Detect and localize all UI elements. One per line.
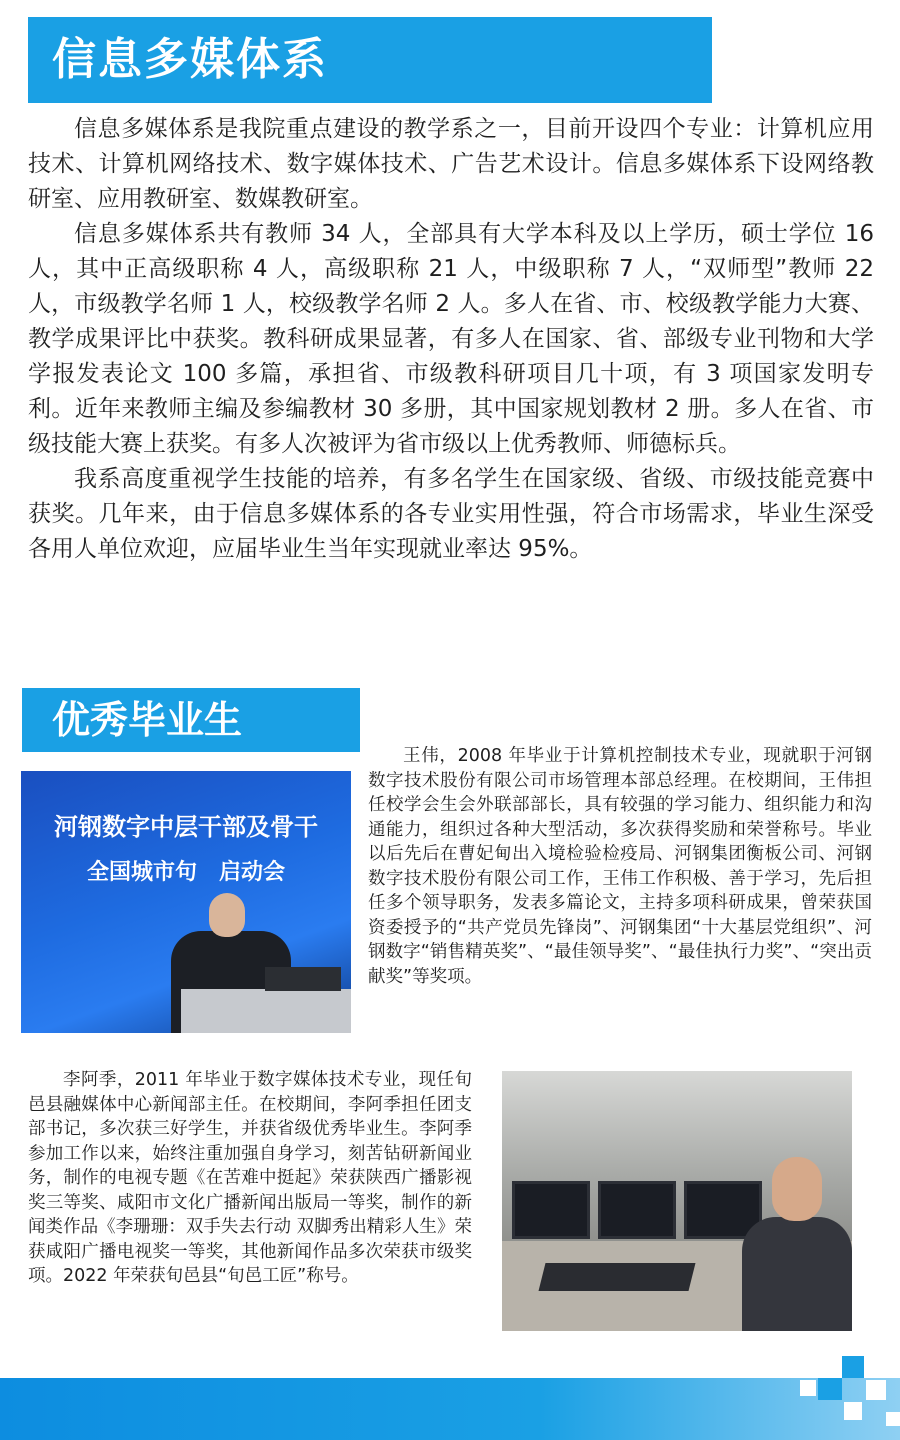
graduate-photo-wangwei <box>21 771 351 1033</box>
decor-square <box>842 1356 864 1378</box>
monitor <box>598 1181 676 1239</box>
podium <box>181 989 351 1033</box>
person-figure <box>742 1217 852 1331</box>
graduate-bio-liaji: 李阿季，2011 年毕业于数字媒体技术专业，现任旬邑县融媒体中心新闻部主任。在校期间，李阿季担任团支部书记，多次获三好学生，并获省级优秀毕业生。李阿季参加工作以来，始终注重加强自身学习，刻苦钻研新闻业务，制作的电视专题《在苦难中挺起》荣获陕西广播影视奖三等奖、咸阳市文化广播新闻出版局一等奖，制作的新闻类作品《李珊珊：双手失去行动 双脚秀出精彩人生》荣获咸阳广播电视奖一等奖，其他新闻作品多次荣获市级奖项。2022 年荣获旬邑县“旬邑工匠”称号。 <box>28 1070 472 1286</box>
graduate-bio-wangwei: 王伟，2008 年毕业于计算机控制技术专业，现就职于河钢数字技术股份有限公司市场管理本部总经理。在校期间，王伟担任校学会生会外联部部长，具有较强的学习能力、组织能力和沟通能力，组织过各种大型活动，多次获得奖励和荣誉称号。毕业以后先后在曹妃甸出入境检验检疫局、河钢集团衡板公司、河钢数字技术股份有限公司工作，王伟工作积极、善于学习，先后担任多个领导职务，发表多篇论文，主持多项科研成果，曾荣获国资委授予的“共产党员先锋岗”、河钢集团“十大基层党组织”、河钢数字“销售精英奖”、“最佳领导奖”、“最佳执行力奖”、“突出贡献奖”等奖项。 <box>368 746 872 987</box>
laptop <box>265 967 341 991</box>
decor-square <box>866 1380 886 1400</box>
graduate-photo-liaji <box>502 1071 852 1331</box>
decor-square <box>844 1402 862 1420</box>
person-head <box>772 1157 822 1221</box>
section-title-graduates: 优秀毕业生 <box>22 688 360 752</box>
decor-square <box>800 1380 816 1396</box>
speaker-head <box>209 893 245 937</box>
intro-paragraph: 信息多媒体系是我院重点建设的教学系之一，目前开设四个专业：计算机应用技术、计算机网络技术、数字媒体技术、广告艺术设计。信息多媒体系下设网络教研室、应用教研室、数媒教研室。 <box>28 116 874 212</box>
footer-decoration <box>0 1378 900 1440</box>
intro-paragraph: 信息多媒体系共有教师 34 人，全部具有大学本科及以上学历，硕士学位 16 人，其中正高级职称 4 人，高级职称 21 人，中级职称 7 人，“双师型”教师 22 人，市级教学名师 1 人，校级教学名师 2 人。多人在省、市、校级教学能力大赛、教学成果评比中获奖。教科研成果显著，有多人在国家、省、部级专业刊物和大学学报发表论文 100 多篇，承担省、市级教科研项目几十项，有 3 项国家发明专利。近年来教师主编及参编教材 30 多册，其中国家规划教材 2 册。多人在省、市级技能大赛上获奖。有多人次被评为省市级以上优秀教师、师德标兵。 <box>28 221 874 457</box>
decor-square <box>886 1412 900 1426</box>
photo-screen-text: 全国城市句 启动会 <box>86 860 285 885</box>
photo-screen-text: 河钢数字中层干部及骨干 <box>54 813 318 841</box>
control-console <box>539 1263 696 1291</box>
section-title-department: 信息多媒体系 <box>28 17 712 103</box>
decor-square <box>818 1378 842 1400</box>
monitor <box>512 1181 590 1239</box>
intro-paragraph: 我系高度重视学生技能的培养，有多名学生在国家级、省级、市级技能竞赛中获奖。几年来，由于信息多媒体系的各专业实用性强，符合市场需求，毕业生深受各用人单位欢迎，应届毕业生当年实现就业率达 95%。 <box>28 466 874 562</box>
department-intro <box>28 112 874 567</box>
